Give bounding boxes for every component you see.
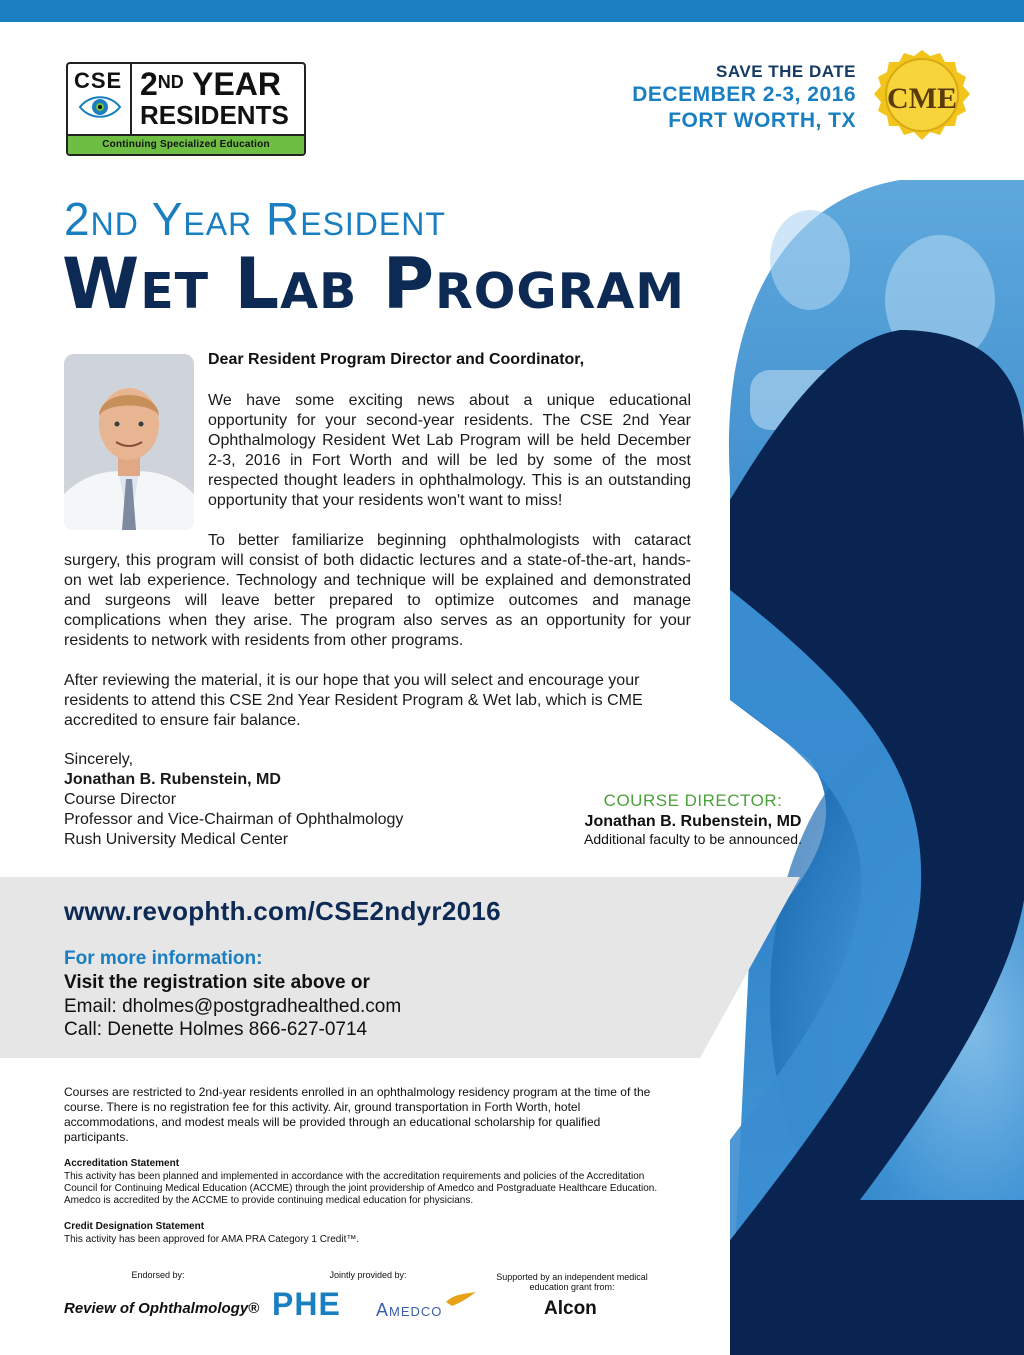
accreditation-heading: Accreditation Statement <box>64 1158 180 1169</box>
accreditation-text: This activity has been planned and implemented in accordance with the accreditation requirements and policies of the Accreditation Council for Continuing Medical Education (ACCME) through the joint providership of Amedco and Postgraduate Healthcare Education. Amedco is accredited by the ACCME to provide continuing medical education for physicians. <box>64 1171 658 1206</box>
save-date-label: SAVE THE DATE <box>716 62 856 81</box>
supported-label-line-1: Supported by an independent medical <box>496 1272 648 1282</box>
signature-role: Course Director <box>64 791 177 808</box>
visit-site-text: Visit the registration site above or <box>64 972 370 993</box>
title-line-2: Wet Lab Program <box>62 243 686 325</box>
amedco-logo: Amedco <box>376 1300 443 1320</box>
alcon-logo: Alcon <box>544 1298 597 1319</box>
course-director-label: COURSE DIRECTOR: <box>603 791 783 810</box>
course-director-block <box>560 791 826 847</box>
logo-cse-text: CSE <box>74 68 123 93</box>
phe-logo: PHE <box>272 1286 341 1322</box>
logo-residents: RESIDENTS <box>140 100 289 130</box>
registration-url-link[interactable]: www.revophth.com/CSE2ndyr2016 <box>64 896 501 926</box>
logo-year: 2ND YEAR <box>140 66 282 102</box>
supported-label <box>486 1272 658 1292</box>
top-color-bar <box>0 0 1024 22</box>
title-line-1: 2nd Year Resident <box>64 193 446 245</box>
cse-logo <box>66 62 306 156</box>
signature-org: Rush University Medical Center <box>64 831 289 848</box>
course-director-name: Jonathan B. Rubenstein, MD <box>584 813 802 830</box>
letter-paragraph-3: After reviewing the material, it is our hope that you will select and encourage your residents to attend this CSE 2nd Year Resident Program & Wet lab, which is CME accredited to ensure fair balance. <box>64 672 643 729</box>
more-info-heading: For more information: <box>64 948 263 969</box>
endorsed-label: Endorsed by: <box>131 1270 185 1280</box>
lab-photo-artwork <box>690 180 1024 1355</box>
credit-text: This activity has been approved for AMA PRA Category 1 Credit™. <box>64 1234 360 1245</box>
letter-paragraph-1: We have some exciting news about a unique educational opportunity for your second-year residents. The CSE 2nd Year Ophthalmology Resident Wet Lab Program will be held December 2-3, 2016 in Fort Worth and will be led by some of the most respected thought leaders in ophthalmology. This is an outstanding opportunity that your residents won't want to miss! <box>208 392 691 509</box>
director-photo <box>64 354 194 530</box>
cme-seal-icon <box>872 48 972 144</box>
logo-divider <box>130 64 132 134</box>
signature-title: Professor and Vice-Chairman of Ophthalmology <box>64 811 404 828</box>
restriction-text: Courses are restricted to 2nd-year residents enrolled in an ophthalmology residency program at the time of the course. There is no registration fee for this activity. Air, ground transportation in Forth Worth, hotel accommodations, and modest meals will be provided through an educational scholarship for qualified participants. <box>64 1085 651 1144</box>
signature-block <box>64 750 403 850</box>
letter-salutation: Dear Resident Program Director and Coordinator, <box>208 351 585 368</box>
supported-label-line-2: education grant from: <box>529 1282 615 1292</box>
cme-seal-text: CME <box>887 82 957 115</box>
contact-phone: Call: Denette Holmes 866-627-0714 <box>64 1019 368 1040</box>
save-the-date <box>632 62 856 134</box>
letter-paragraph-2: To better familiarize beginning ophthalmologists with cataract surgery, this program will consist of both didactic lectures and a state-of-the-art, hands-on wet lab experience. Technology and technique will be explained and demonstrated and surgeons will leave better prepared to optimize outcomes and manage complications when they arise. The program also serves as an opportunity for your residents to network with residents from other programs. <box>64 532 691 649</box>
signature-closing: Sincerely, <box>64 751 134 768</box>
bird-icon <box>444 1290 478 1308</box>
logo-tagline: Continuing Specialized Education <box>68 134 304 154</box>
faculty-note: Additional faculty to be announced. <box>584 831 802 847</box>
event-location: FORT WORTH, TX <box>668 109 856 132</box>
contact-email[interactable]: Email: dholmes@postgradhealthed.com <box>64 996 402 1017</box>
eye-icon <box>78 94 122 120</box>
event-dates: DECEMBER 2-3, 2016 <box>632 83 856 106</box>
review-of-ophthalmology-logo: Review of Ophthalmology® <box>64 1300 260 1317</box>
signature-name: Jonathan B. Rubenstein, MD <box>64 771 281 788</box>
jointly-provided-label: Jointly provided by: <box>329 1270 407 1280</box>
credit-heading: Credit Designation Statement <box>64 1221 205 1232</box>
